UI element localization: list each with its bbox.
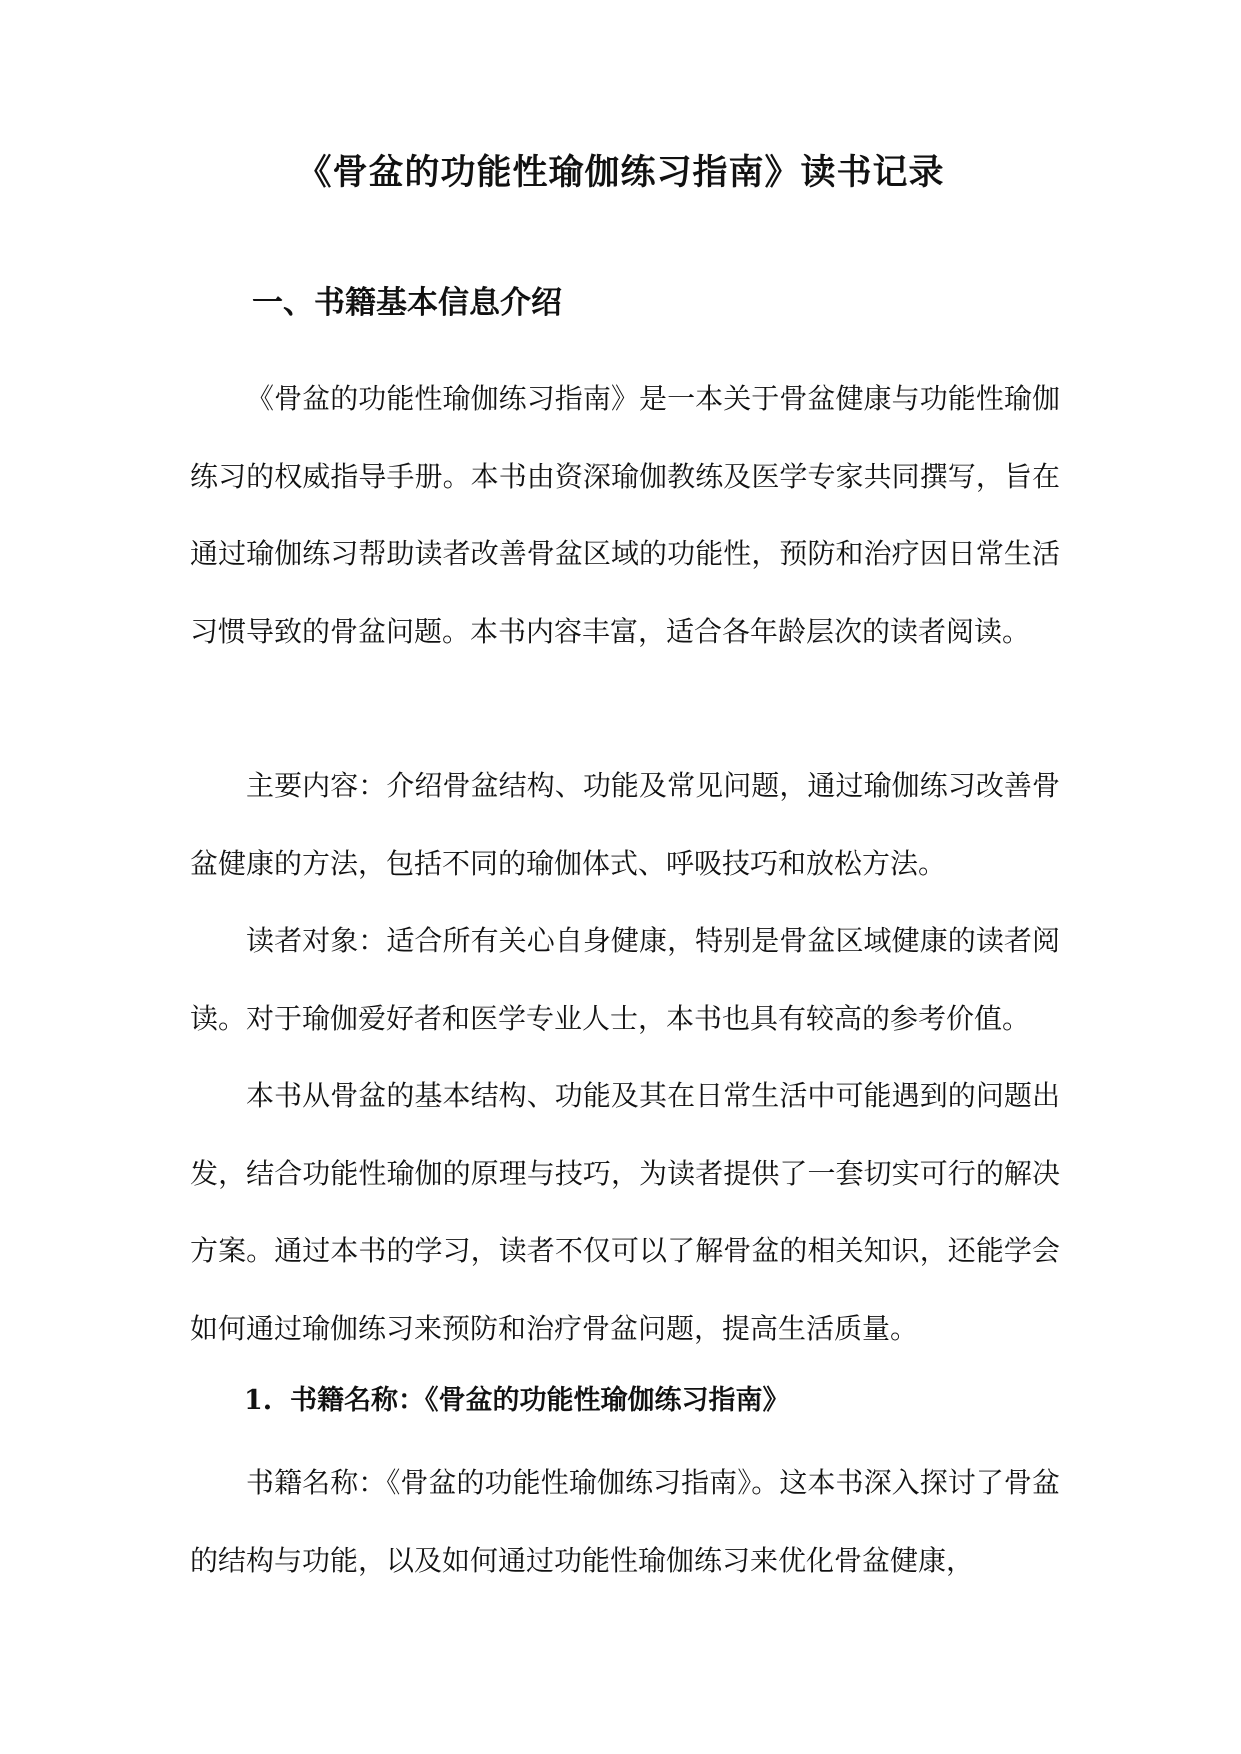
document-title: 《骨盆的功能性瑜伽练习指南》读书记录 xyxy=(296,152,945,193)
paragraph-main-content: 主要内容：介绍骨盆结构、功能及常见问题，通过瑜伽练习改善骨盆健康的方法，包括不同的瑜伽体式、呼吸技巧和放松方法。 xyxy=(190,769,1060,880)
section-heading: 一、书籍基本信息介绍 xyxy=(252,285,562,321)
subsection-heading-text: 书籍名称：《骨盆的功能性瑜伽练习指南》 xyxy=(290,1385,790,1416)
paragraph-intro: 《骨盆的功能性瑜伽练习指南》是一本关于骨盆健康与功能性瑜伽练习的权威指导手册。本书由资深瑜伽教练及医学专家共同撰写，旨在通过瑜伽练习帮助读者改善骨盆区域的功能性，预防和治疗因日常生活习惯导致的骨盆问题。本书内容丰富，适合各年龄层次的读者阅读。 xyxy=(190,382,1060,648)
subsection-number: 1. xyxy=(244,1385,273,1416)
paragraph-readers: 读者对象：适合所有关心自身健康，特别是骨盆区域健康的读者阅读。对于瑜伽爱好者和医学专业人士，本书也具有较高的参考价值。 xyxy=(190,924,1060,1035)
paragraph-book-name: 书籍名称：《骨盆的功能性瑜伽练习指南》。这本书深入探讨了骨盆的结构与功能，以及如何通过功能性瑜伽练习来优化骨盆健康， xyxy=(190,1466,1060,1577)
subsection-heading xyxy=(244,1380,790,1422)
paragraph-summary: 本书从骨盆的基本结构、功能及其在日常生活中可能遇到的问题出发，结合功能性瑜伽的原理与技巧，为读者提供了一套切实可行的解决方案。通过本书的学习，读者不仅可以了解骨盆的相关知识，还能学会如何通过瑜伽练习来预防和治疗骨盆问题，提高生活质量。 xyxy=(190,1079,1060,1345)
